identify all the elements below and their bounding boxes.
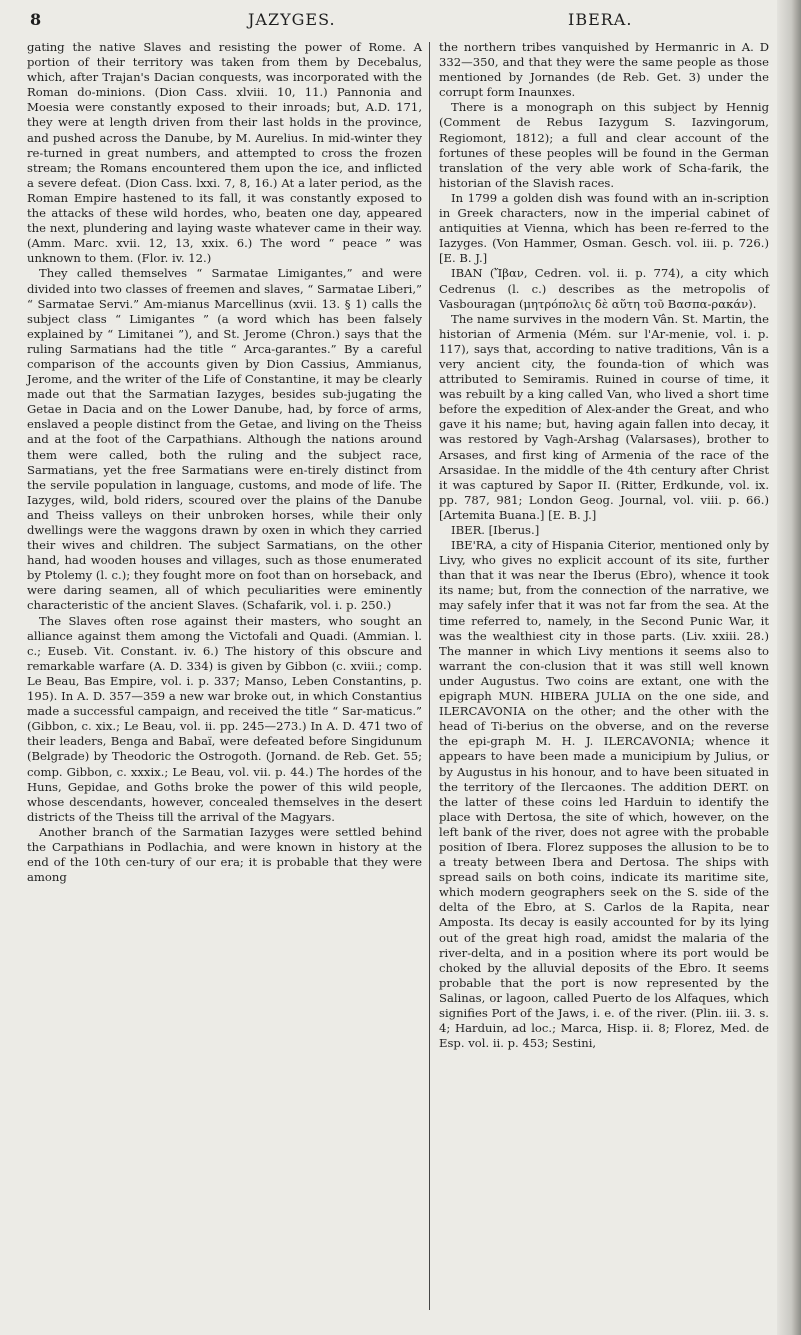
page-number: 8 (30, 10, 42, 29)
paragraph: The name survives in the modern Vân. St. Martin, the historian of Armenia (Mém. sur l'Ar-menie, vol. i. p. 117), says that, according to native traditions, Vân is a very ancient city, the founda-tion of which was attributed to Semiramis. Ruined in course of time, it was rebuilt by a king called Van, who lived a short time before the expedition of Alex-ander the Great, and who gave it his name; but, having again fallen into decay, it was restored by Vagh-Arshag (Valarsases), brother to Arsases, and first king of Armenia of the race of the Arsasidae. In the middle of the 4th century after Christ it was captured by Sapor II. (Ritter, Erdkunde, vol. ix. pp. 787, 981; London Geog. Journal, vol. viii. p. 66.) [Artemita Buana.] [E. B. J.] (439, 311, 769, 522)
page-edge-shadow (777, 0, 801, 1335)
right-column (439, 40, 769, 1051)
paragraph: There is a monograph on this subject by Hennig (Comment de Rebus Iazygum S. Iazvingorum, Regiomont, 1812); a full and clear account of the fortunes of these peoples will be found in the German translation of the very able work of Scha-farik, the historian of the Slavish races. (439, 100, 769, 190)
page-header (30, 8, 770, 34)
paragraph: gating the native Slaves and resisting the power of Rome. A portion of their territory was taken from them by Decebalus, which, after Trajan's Dacian conquests, was incorporated with the Roman do-minions. (Dion Cass. xlviii. 10, 11.) Pannonia and Moesia were constantly exposed to their inroads; but, A.D. 171, they were at length driven from their last holds in the province, and pushed across the Danube, by M. Aurelius. In mid-winter they re-turned in great numbers, and attempted to cross the frozen stream; the Romans encountered them upon the ice, and inflicted a severe defeat. (Dion Cass. lxxi. 7, 8, 16.) At a later period, as the Roman Empire hastened to its fall, it was constantly exposed to the attacks of these wild hordes, who, beaten one day, appeared the next, plundering and laying waste whatever came in their way. (Amm. Marc. xvii. 12, 13, xxix. 6.) The word “ peace ” was unknown to them. (Flor. iv. 12.) (27, 40, 422, 266)
paragraph: They called themselves “ Sarmatae Limigantes,” and were divided into two classes of freemen and slaves, “ Sarmatae Liberi,” “ Sarmatae Servi.” Am-mianus Marcellinus (xvii. 13. § 1) calls the subject class “ Limigantes ” (a word which has been falsely explained by “ Limitanei ”), and St. Jerome (Chron.) says that the ruling Sarmatians had the title “ Arca-garantes.” By a careful comparison of the accounts given by Dion Cassius, Ammianus, Jerome, and the writer of the Life of Constantine, it may be clearly made out that the Sarmatian Iazyges, besides sub-jugating the Getae in Dacia and on the Lower Danube, had, by force of arms, enslaved a people distinct from the Getae, and living on the Theiss and at the foot of the Carpathians. Although the nations around them were called, both the ruling and the subject race, Sarmatians, yet the free Sarmatians were en-tirely distinct from the servile population in language, customs, and mode of life. The Iazyges, wild, bold riders, scoured over the plains of the Danube and Theiss valleys on their unbroken horses, while their only dwellings were the waggons drawn by oxen in which they carried their wives and children. The subject Sarmatians, on the other hand, had wooden houses and villages, such as those enumerated by Ptolemy (l. c.); they fought more on foot than on horseback, and were daring seamen, all of which peculiarities were eminently characteristic of the ancient Slaves. (Schafarik, vol. i. p. 250.) (27, 266, 422, 613)
paragraph: the northern tribes vanquished by Hermanric in A. D 332—350, and that they were the same people as those mentioned by Jornandes (de Reb. Get. 3) under the corrupt form Inaunxes. (439, 40, 769, 100)
entry-iban: IBAN (Ἴβαν, Cedren. vol. ii. p. 774), a city which Cedrenus (l. c.) describes as the metropolis of Vasbouragan (μητρόπολις δὲ αὕτη τοῦ Βασπα-ρακάν). (439, 266, 769, 311)
column-divider (429, 42, 430, 1310)
paragraph: Another branch of the Sarmatian Iazyges were settled behind the Carpathians in Podlachia, and were known in history at the end of the 10th cen-tury of our era; it is probable that they were among (27, 824, 422, 885)
paragraph: In 1799 a golden dish was found with an in-scription in Greek characters, now in the imperial cabinet of antiquities at Vienna, which has been re-ferred to the Iazyges. (Von Hammer, Osman. Gesch. vol. iii. p. 726.) [E. B. J.] (439, 190, 769, 266)
paragraph: The Slaves often rose against their masters, who sought an alliance against them among the Victofali and Quadi. (Ammian. l. c.; Euseb. Vit. Constant. iv. 6.) The history of this obscure and remarkable warfare (A. D. 334) is given by Gibbon (c. xviii.; comp. Le Beau, Bas Empire, vol. i. p. 337; Manso, Leben Constantins, p. 195). In A. D. 357—359 a new war broke out, in which Constantius made a successful campaign, and received the title “ Sar-maticus.” (Gibbon, c. xix.; Le Beau, vol. ii. pp. 245—273.) In A. D. 471 two of their leaders, Benga and Babaï, were defeated before Singidunum (Belgrade) by Theodoric the Ostrogoth. (Jornand. de Reb. Get. 55; comp. Gibbon, c. xxxix.; Le Beau, vol. vii. p. 44.) The hordes of the Huns, Gepidae, and Goths broke the power of this wild people, whose descendants, however, concealed themselves in the desert districts of the Theiss till the arrival of the Magyars. (27, 613, 422, 824)
entry-iber: IBER. [Iberus.] (451, 523, 540, 537)
left-column (27, 40, 422, 885)
entry-ibera: IBE'RA, a city of Hispania Citerior, mentioned only by Livy, who gives no explicit account of its site, further than that it was near the Iberus (Ebro), whence it took its name; but, from the connection of the narrative, we may safely infer that it was not far from the sea. At the time referred to, namely, in the Second Punic War, it was the wealthiest city in those parts. (Liv. xxiii. 28.) The manner in which Livy mentions it seems also to warrant the con-clusion that it was still well known under Augustus. Two coins are extant, one with the epigraph MUN. HIBERA JULIA on the one side, and ILERCAVONIA on the other; and the other with the head of Ti-berius on the obverse, and on the reverse the epi-graph M. H. J. ILERCAVONIA; whence it appears to have been made a municipium by Julius, or by Augustus in his honour, and to have been situated in the territory of the Ilercaones. The addition DERT. on the latter of these coins led Harduin to identify the place with Dertosa, the site of which, however, on the left bank of the river, does not agree with the probable position of Ibera. Florez supposes the allusion to be to a treaty between Ibera and Dertosa. The ships with spread sails on both coins, indicate its maritime site, which modern geographers seek on the S. side of the delta of the Ebro, at S. Carlos de la Rapita, near Amposta. Its decay is easily accounted for by its lying out of the great high road, amidst the malaria of the river-delta, and in a position where its port would be choked by the alluvial deposits of the Ebro. It seems probable that the port is now represented by the Salinas, or lagoon, called Puerto de los Alfaques, which signifies Port of the Jaws, i. e. of the river. (Plin. iii. 3. s. 4; Harduin, ad loc.; Marca, Hisp. ii. 8; Florez, Med. de Esp. vol. ii. p. 453; Sestini, (439, 538, 769, 1051)
running-head-left: JAZYGES. (248, 10, 336, 29)
running-head-right: IBERA. (568, 10, 633, 29)
